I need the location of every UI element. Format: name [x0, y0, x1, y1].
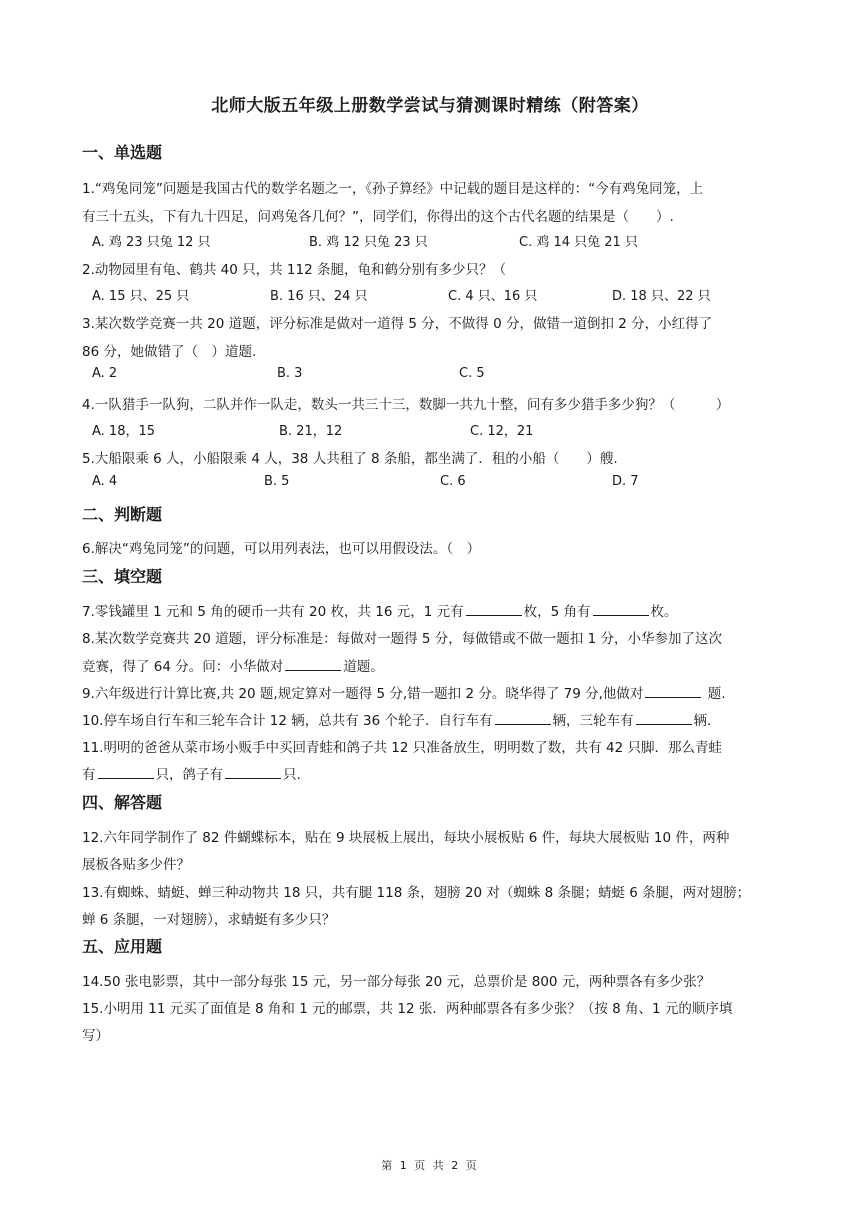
option-b: B. 5 [264, 474, 290, 489]
question-1-line-2: 有三十五头，下有九十四足，问鸡兔各几何？”，同学们，你得出的这个古代名题的结果是（ ）. [82, 209, 674, 225]
answer-blank[interactable] [98, 766, 154, 779]
section-heading-application: 五、应用题 [82, 937, 163, 956]
question-7-text-b: 枚，5 角有 [523, 604, 591, 620]
question-9-text-b: 题. [703, 686, 726, 702]
question-10-text-a: 10.停车场自行车和三轮车合计 12 辆，总共有 36 个轮子．自行车有 [82, 713, 493, 729]
question-15-line-1: 15.小明用 11 元买了面值是 8 角和 1 元的邮票，共 12 张．两种邮票各有多少张？（按 8 角、1 元的顺序填 [82, 1001, 733, 1017]
question-12-line-2: 展板各贴多少件？ [82, 857, 190, 873]
question-3-line-2: 86 分，她做错了（ ）道题. [82, 344, 257, 360]
question-10-line-1 [82, 709, 711, 729]
section-heading-true-false: 二、判断题 [82, 505, 163, 524]
section-heading-solve: 四、解答题 [82, 793, 163, 812]
question-8-line-1: 8.某次数学竞赛共 20 道题，评分标准是：每做对一题得 5 分，每做错或不做一题扣 1 分，小华参加了这次 [82, 631, 722, 647]
question-10-text-b: 辆，三轮车有 [552, 713, 634, 729]
question-3-line-1: 3.某次数学竞赛一共 20 道题，评分标准是做对一道得 5 分，不做得 0 分，做错一道倒扣 2 分，小红得了 [82, 316, 713, 332]
question-9-text-a: 9.六年级进行计算比赛,共 20 题,规定算对一题得 5 分,错一题扣 2 分。晓华得了 79 分,他做对 [82, 686, 644, 702]
question-1-line-1: 1.“鸡兔同笼”问题是我国古代的数学名题之一，《孙子算经》中记载的题目是这样的：“今有鸡兔同笼，上 [82, 181, 704, 197]
option-c: C. 12，21 [470, 424, 534, 439]
answer-blank[interactable] [225, 766, 281, 779]
option-a: A. 4 [92, 474, 118, 489]
option-a: A. 15 只、25 只 [92, 289, 190, 304]
question-13-line-1: 13.有蜘蛛、蜻蜓、蝉三种动物共 18 只，共有腿 118 条，翅膀 20 对（蜘蛛 8 条腿；蜻蜓 6 条腿，两对翅膀； [82, 885, 751, 901]
question-8-line-2 [82, 655, 384, 675]
answer-blank[interactable] [495, 712, 551, 725]
question-14-line-1: 14.50 张电影票，其中一部分每张 15 元，另一部分每张 20 元，总票价是 800 元，两种票各有多少张？ [82, 974, 711, 990]
question-7-text-c: 枚。 [650, 604, 678, 620]
question-10-text-c: 辆. [693, 713, 712, 729]
question-8-text-b: 道题。 [343, 659, 384, 675]
option-c: C. 4 只、16 只 [448, 289, 538, 304]
option-b: B. 16 只、24 只 [270, 289, 368, 304]
document-title: 北师大版五年级上册数学尝试与猜测课时精练（附答案） [211, 96, 649, 116]
option-d: D. 18 只、22 只 [612, 289, 711, 304]
option-c: C. 鸡 14 只兔 21 只 [519, 235, 638, 250]
option-b: B. 鸡 12 只兔 23 只 [309, 235, 428, 250]
option-a: A. 18，15 [92, 424, 156, 439]
question-5-line-1: 5.大船限乘 6 人，小船限乘 4 人，38 人共租了 8 条船，都坐满了．租的小船（ ）艘. [82, 451, 618, 467]
option-c: C. 6 [440, 474, 466, 489]
option-a: A. 鸡 23 只兔 12 只 [92, 235, 211, 250]
question-6-line-1: 6.解决“鸡兔同笼”的问题，可以用列表法，也可以用假设法。（ ） [82, 541, 481, 557]
section-heading-single-choice: 一、单选题 [82, 143, 163, 162]
answer-blank[interactable] [636, 712, 692, 725]
answer-blank[interactable] [466, 603, 522, 616]
section-heading-fill-blank: 三、填空题 [82, 567, 163, 586]
option-a: A. 2 [92, 366, 118, 381]
question-8-text-a: 竞赛，得了 64 分。问：小华做对 [82, 659, 284, 675]
question-11-line-1: 11.明明的爸爸从菜市场小贩手中买回青蛙和鸽子共 12 只准备放生，明明数了数，共有 42 只脚．那么青蛙 [82, 740, 722, 756]
question-9-line-1 [82, 682, 726, 702]
option-b: B. 3 [277, 366, 303, 381]
question-7-text-a: 7.零钱罐里 1 元和 5 角的硬币一共有 20 枚，共 16 元，1 元有 [82, 604, 464, 620]
option-b: B. 21，12 [279, 424, 343, 439]
question-2-line-1: 2.动物园里有龟、鹤共 40 只，共 112 条腿，龟和鹤分别有多少只？（ [82, 262, 506, 278]
question-12-line-1: 12.六年同学制作了 82 件蝴蝶标本，贴在 9 块展板上展出，每块小展板贴 6 件，每块大展板贴 10 件，两种 [82, 830, 730, 846]
question-13-line-2: 蝉 6 条腿，一对翅膀），求蜻蜓有多少只？ [82, 912, 336, 928]
answer-blank[interactable] [593, 603, 649, 616]
option-c: C. 5 [459, 366, 485, 381]
option-d: D. 7 [612, 474, 639, 489]
question-4-line-1: 4.一队猎手一队狗，二队并作一队走，数头一共三十三，数脚一共九十整，问有多少猎手多少狗？（ ） [82, 397, 730, 413]
question-11-text-b: 只，鸽子有 [155, 767, 223, 783]
question-11-text-a: 有 [82, 767, 96, 783]
question-11-line-2 [82, 763, 301, 783]
page-footer: 第 1 页 共 2 页 [381, 1159, 479, 1172]
answer-blank[interactable] [645, 685, 701, 698]
question-15-line-2: 写） [82, 1028, 109, 1044]
question-11-text-c: 只. [283, 767, 301, 783]
answer-blank[interactable] [285, 658, 341, 671]
question-7-line-1 [82, 600, 678, 620]
